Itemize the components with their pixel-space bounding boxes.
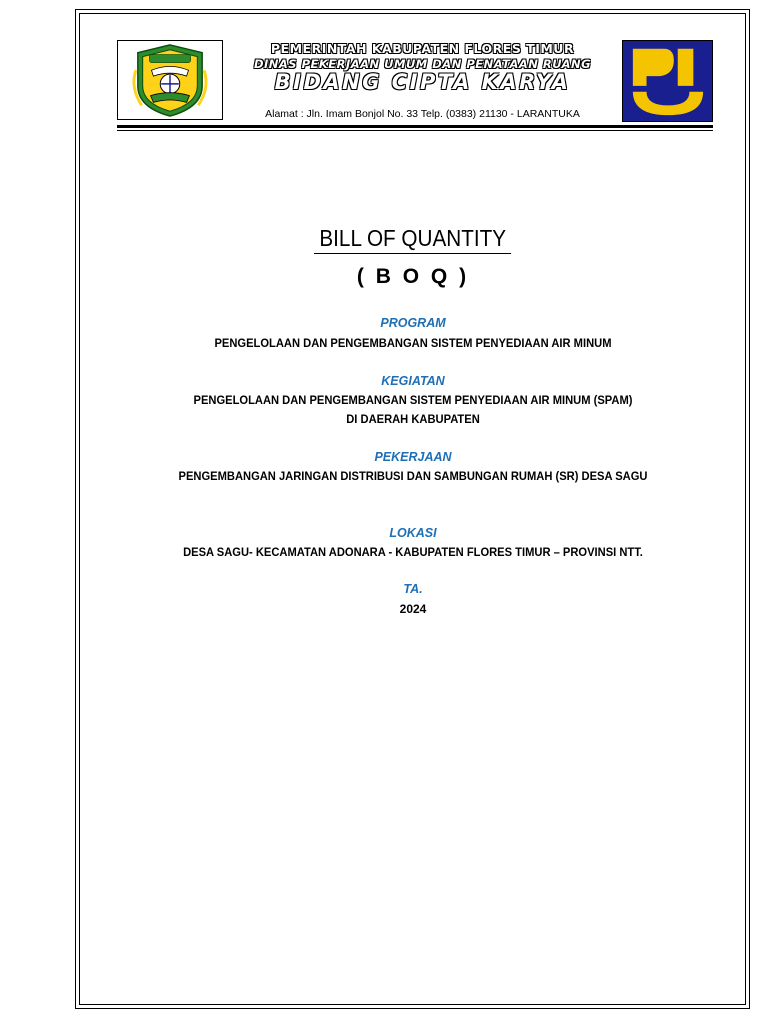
program-value: PENGELOLAAN DAN PENGEMBANGAN SISTEM PENYEDIAAN AIR MINUM [214, 336, 612, 350]
header-address: Alamat : Jln. Imam Bonjol No. 33 Telp. (0383) 21130 - LARANTUKA [265, 108, 580, 120]
document-title [80, 225, 746, 254]
kegiatan-value-line2: DI DAERAH KABUPATEN [346, 412, 480, 426]
flores-timur-emblem-icon [117, 40, 223, 120]
ta-label: TA. [403, 582, 423, 596]
pupr-logo-icon [622, 40, 713, 122]
header-line-1: PEMERINTAH KABUPATEN FLORES TIMUR [270, 41, 575, 56]
document-subtitle: ( B O Q ) [356, 265, 470, 288]
program-label: PROGRAM [380, 316, 446, 330]
kegiatan-value-line1: PENGELOLAAN DAN PENGEMBANGAN SISTEM PENYEDIAAN AIR MINUM (SPAM) [193, 393, 633, 407]
pekerjaan-label: PEKERJAAN [374, 450, 452, 464]
header-line-3: BIDANG CIPTA KARYA [274, 70, 571, 94]
ta-value: 2024 [399, 602, 427, 616]
header-rule-thick [117, 125, 713, 128]
header-rule-thin [117, 130, 713, 131]
kegiatan-label: KEGIATAN [381, 374, 445, 388]
lokasi-value: DESA SAGU- KECAMATAN ADONARA - KABUPATEN FLORES TIMUR – PROVINSI NTT. [183, 545, 643, 559]
lokasi-label: LOKASI [389, 526, 437, 540]
title-text: BILL OF QUANTITY [314, 225, 512, 254]
pekerjaan-value: PENGEMBANGAN JARINGAN DISTRIBUSI DAN SAMBUNGAN RUMAH (SR) DESA SAGU [178, 469, 648, 483]
header-line-2: DINAS PEKERJAAN UMUM DAN PENATAAN RUANG [253, 57, 592, 71]
page-border-inner [79, 13, 746, 1005]
